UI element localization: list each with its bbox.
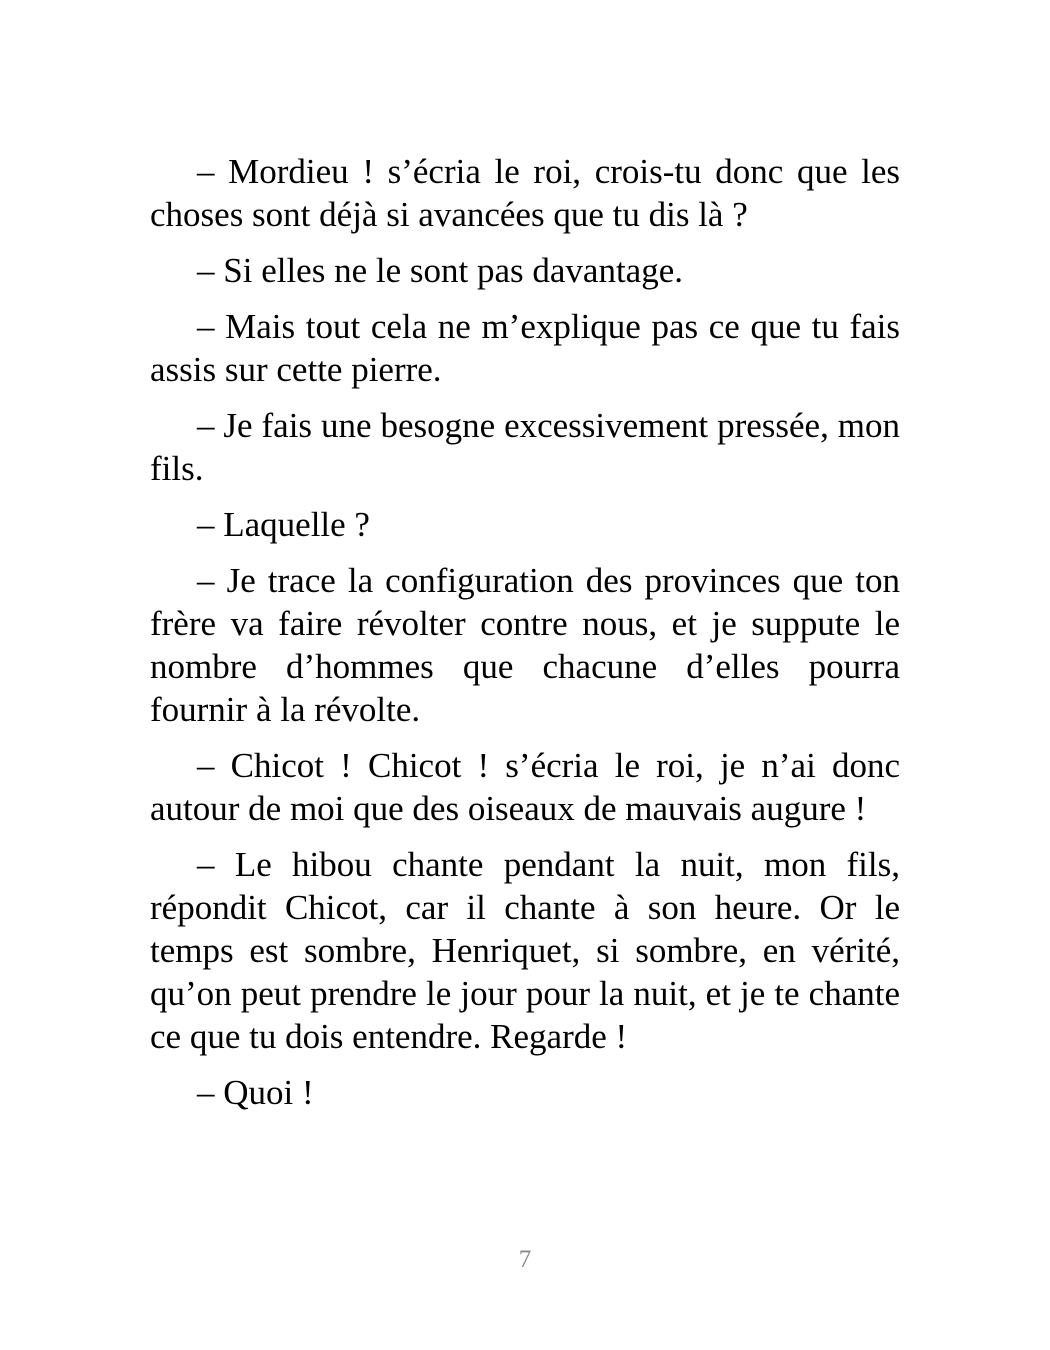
paragraph: – Chicot ! Chicot ! s’écria le roi, je n’ai donc autour de moi que des oiseaux de mauvais augure ! bbox=[150, 746, 900, 828]
paragraph: – Mais tout cela ne m’explique pas ce que tu fais assis sur cette pierre. bbox=[150, 307, 900, 389]
page-text bbox=[150, 150, 900, 1127]
paragraph: – Le hibou chante pendant la nuit, mon fils, répondit Chicot, car il chante à son heure. Or le temps est sombre, Henriquet, si sombre, en vérité, qu’on peut prendre le jour pour la nuit, et je te chante ce que tu dois entendre. Regarde ! bbox=[150, 845, 900, 1056]
paragraph: – Laquelle ? bbox=[197, 505, 370, 544]
paragraph: – Si elles ne le sont pas davantage. bbox=[197, 251, 683, 290]
paragraph: – Je fais une besogne excessivement pressée, mon fils. bbox=[150, 406, 900, 488]
page-number: 7 bbox=[518, 1246, 532, 1273]
paragraph: – Je trace la configuration des provinces que ton frère va faire révolter contre nous, et je suppute le nombre d’hommes que chacune d’elles pourra fournir à la révolte. bbox=[150, 561, 900, 729]
paragraph: – Quoi ! bbox=[197, 1073, 314, 1112]
paragraph: – Mordieu ! s’écria le roi, crois-tu donc que les choses sont déjà si avancées que tu dis là ? bbox=[150, 152, 900, 234]
